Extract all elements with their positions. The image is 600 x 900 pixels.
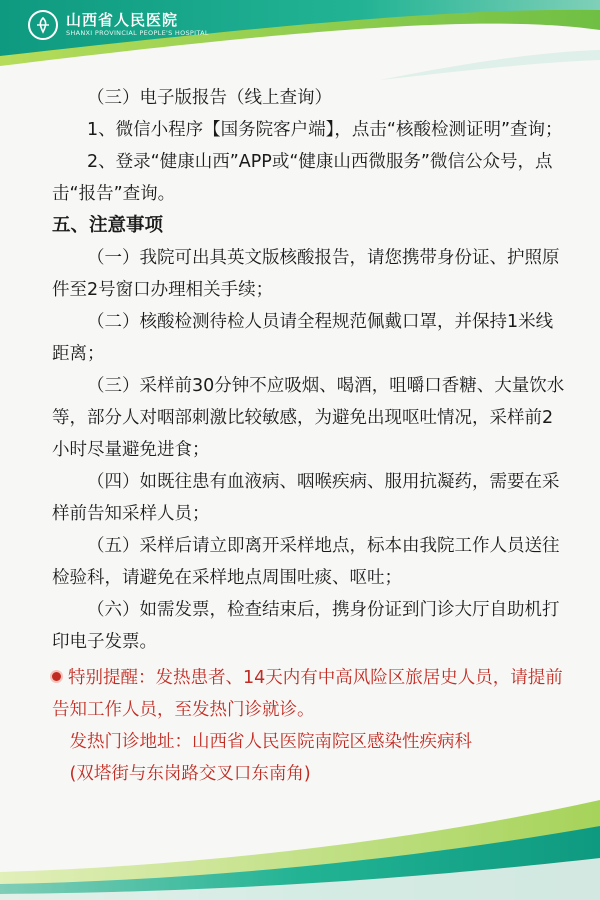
hospital-name-cn: 山西省人民医院	[66, 11, 179, 29]
special-reminder	[52, 662, 568, 726]
note-item: （三）采样前30分钟不应吸烟、喝酒，咀嚼口香糖、大量饮水等，部分人对咽部刺激比较敏感，为避免出现呕吐情况，采样前2小时尽量避免进食；	[52, 376, 565, 460]
note-item: （四）如既往患有血液病、咽喉疾病、服用抗凝药，需要在采样前告知采样人员；	[52, 472, 560, 524]
hospital-name-en: SHANXI PROVINCIAL PEOPLE'S HOSPITAL	[66, 29, 209, 37]
fever-clinic-address-detail: (双塔街与东岗路交叉口东南角)	[69, 764, 311, 784]
section3-item-1: 1、微信小程序【国务院客户端】，点击“核酸检测证明”查询；	[87, 120, 563, 140]
hospital-logo-icon	[28, 10, 58, 40]
section5-heading: 五、注意事项	[52, 215, 164, 236]
note-item: （五）采样后请立即离开采样地点，标本由我院工作人员送往检验科，请避免在采样地点周围吐痰、呕吐；	[52, 536, 560, 588]
special-reminder-text: 特别提醒：发热患者、14天内有中高风险区旅居史人员，请提前告知工作人员，至发热门诊就诊。	[52, 668, 563, 720]
section3-item-2: 2、登录“健康山西”APP或“健康山西微服务”微信公众号，点击“报告”查询。	[52, 152, 553, 204]
note-item: （六）如需发票，检查结束后，携身份证到门诊大厅自助机打印电子发票。	[52, 600, 560, 652]
notice-content	[52, 82, 568, 790]
red-dot-icon	[52, 672, 61, 681]
hospital-header	[28, 10, 209, 40]
fever-clinic-address: 发热门诊地址：山西省人民医院南院区感染性疾病科	[69, 732, 472, 752]
section3-title: （三）电子版报告（线上查询）	[87, 88, 332, 108]
note-item: （一）我院可出具英文版核酸报告，请您携带身份证、护照原件至2号窗口办理相关手续；	[52, 248, 560, 300]
note-item: （二）核酸检测待检人员请全程规范佩戴口罩，并保持1米线距离；	[52, 312, 554, 364]
hospital-name-block	[66, 12, 209, 38]
